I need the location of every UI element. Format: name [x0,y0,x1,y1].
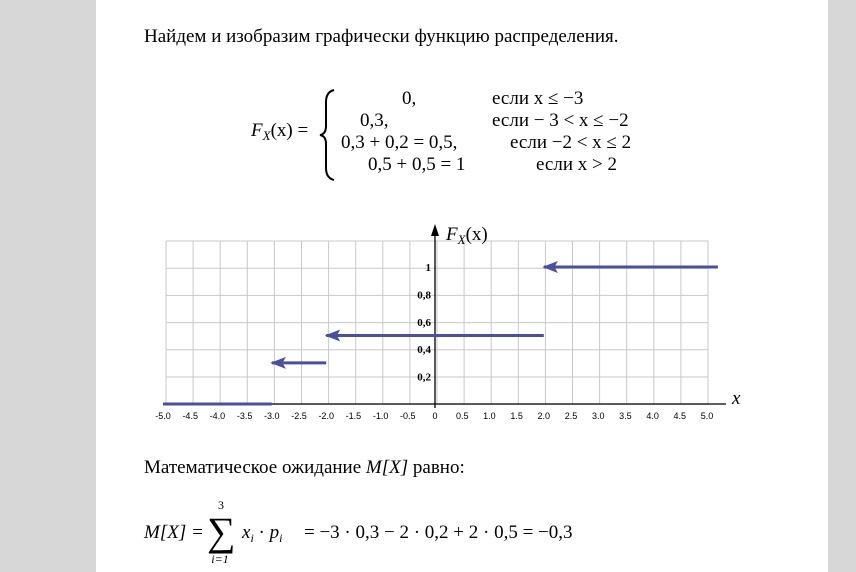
chart-svg [96,214,828,440]
x-tick-label: -2.5 [291,411,307,421]
case-1-value: 0, [402,88,417,109]
x-tick-label: 5.0 [700,411,714,421]
distribution-function-formula [96,84,828,184]
x-axis-label: x [732,388,741,409]
y-tick-label: 0,6 [417,316,431,329]
x-tick-label: -4.5 [182,411,198,421]
x-tick-label: 0 [432,411,438,421]
expectation-heading-end: равно: [408,457,465,478]
x-tick-label: 4.5 [673,411,687,421]
chart-series [163,262,718,404]
x-tick-label: -5.0 [155,411,171,421]
chart-tick-labels [155,262,713,421]
x-tick-label: 1.5 [510,411,523,421]
y-tick-label: 0,2 [417,371,431,384]
expectation-heading-math: M[X] [365,457,409,478]
formula-lhs-subscript: X [262,128,271,143]
chart-axes [166,224,741,409]
x-tick-label: 2.5 [564,411,578,421]
expectation-rhs: = −3 · 0,3 − 2 · 0,2 + 2 · 0,5 = −0,3 [304,522,573,543]
left-brace [318,88,338,182]
formula-lhs [251,120,308,144]
x-tick-label: -0.5 [400,411,416,421]
sum-lower-limit: i=1 [211,552,229,566]
x-tick-label: -3.0 [264,411,280,421]
sum-sigma: ∑ [207,509,236,554]
x-tick-label: -4.0 [209,411,226,421]
x-tick-label: 0.5 [455,411,469,421]
expectation-lhs: M[X] = [144,522,204,543]
expectation-heading-text: Математическое ожидание [144,457,366,478]
case-1-condition: если x ≤ −3 [492,88,584,109]
expectation-formula [144,498,704,568]
sum-term: $x_i \cdot p_i$ [242,522,283,545]
formula-lhs-symbol: F [251,120,263,141]
distribution-function-chart [96,214,828,440]
y-tick-label: 1 [425,262,431,274]
x-tick-label: 2.0 [537,411,551,421]
case-4-value: 0,5 + 0,5 = 1 [368,154,466,175]
case-4-condition: если x > 2 [536,154,617,175]
x-tick-label: -1.0 [372,411,389,421]
x-tick-label: 3.5 [619,411,632,421]
chart-grid [166,241,708,404]
case-2-condition: если − 3 < x ≤ −2 [492,110,629,131]
y-axis-arrowhead [431,224,439,236]
sum-upper-limit: 3 [218,498,224,512]
document-page [96,0,828,572]
y-tick-label: 0,8 [417,289,431,302]
case-2-value: 0,3, [360,110,389,131]
x-tick-label: 4.0 [646,411,659,421]
x-tick-label: -2.0 [318,411,334,421]
formula-lhs-argument: (x) = [270,120,309,141]
case-3-condition: если −2 < x ≤ 2 [510,132,632,153]
x-tick-label: -3.5 [236,411,253,421]
expectation-heading [144,457,465,479]
case-3-value: 0,3 + 0,2 = 0,5, [341,132,458,153]
y-tick-label: 0,4 [417,344,431,357]
x-tick-label: 3.0 [591,411,605,421]
x-tick-label: 1.0 [483,411,496,421]
x-tick-label: -1.5 [345,411,362,421]
y-axis-label: $F_X(x)$ [446,224,488,247]
intro-text: Найдем и изобразим графически функцию распределения. [144,26,619,47]
